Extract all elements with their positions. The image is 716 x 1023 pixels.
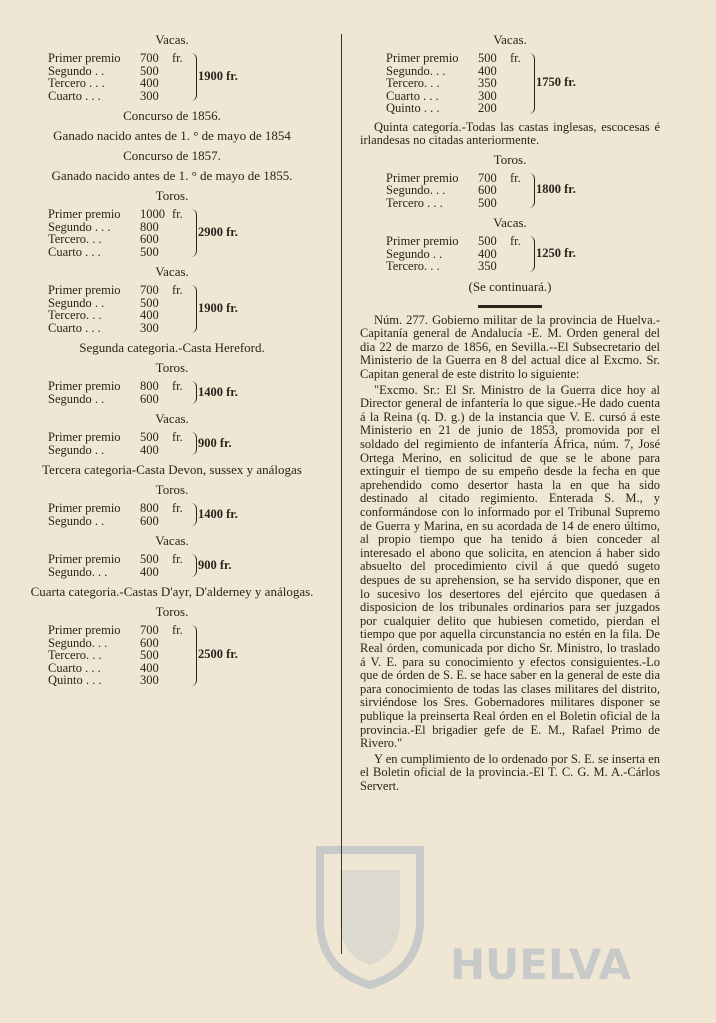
- prize-label: Segundo. . .: [386, 183, 446, 198]
- prize-total: 1250 fr.: [536, 245, 576, 260]
- prize-amount: 800: [140, 379, 159, 393]
- prize-label: Segundo . . .: [48, 219, 111, 234]
- prize-amount: 700: [140, 623, 159, 637]
- prize-label: Segundo . .: [386, 246, 443, 261]
- prize-amount: 500: [478, 234, 497, 249]
- currency-unit: fr.: [172, 283, 183, 297]
- prize-amount: 500: [140, 244, 159, 259]
- prize-amount: 400: [140, 442, 159, 457]
- prize-label: Primer premio: [48, 207, 121, 221]
- section-heading: Cuarta categoria.-Castas D'ayr, D'alderney y análogas.: [30, 584, 314, 599]
- prize-row: [386, 235, 660, 248]
- prize-label: Quinto . . .: [386, 101, 440, 115]
- prize-label: Tercero. . .: [386, 76, 440, 90]
- prize-row: [48, 393, 322, 406]
- section-heading: Vacas.: [155, 264, 189, 279]
- text-paragraph: Y en cumplimiento de lo ordenado por S. E. se inserta en el Boletin oficial de la provincia.-El T. C. G. M. A.-Cárlos Servert.: [360, 751, 660, 793]
- currency-unit: fr.: [172, 623, 183, 637]
- prize-table: [386, 52, 660, 115]
- prize-row: [48, 553, 322, 566]
- prize-label: Segundo. . .: [48, 564, 108, 579]
- prize-row: [386, 184, 660, 197]
- brace-icon: [526, 53, 535, 114]
- prize-amount: 700: [140, 51, 159, 65]
- brace-icon: [188, 381, 197, 404]
- prize-row: [48, 246, 322, 259]
- prize-total: 1800 fr.: [536, 182, 576, 197]
- section-heading: Toros.: [155, 604, 189, 619]
- prize-amount: 300: [140, 88, 159, 103]
- left-column: [22, 28, 322, 693]
- section-heading: Toros.: [155, 482, 189, 497]
- prize-label: Cuarto . . .: [48, 244, 101, 259]
- prize-amount: 400: [478, 63, 497, 78]
- prize-table: [48, 502, 322, 527]
- brace-icon: [188, 625, 197, 686]
- text-paragraph: Núm. 277. Gobierno militar de la provincia de Huelva.-Capitanía general de Andalucía -E. M. Orden general del dia 22 de marzo de 1856, en Sevilla.--El Subsecretario del Ministerio de la Guerra en 8 del actual dice al Excmo. Sr. Capitan general de este distrito lo siguiente:: [360, 312, 660, 382]
- shield-icon: [310, 840, 430, 990]
- prize-row: [48, 444, 322, 457]
- section-heading: Toros.: [155, 360, 189, 375]
- prize-label: Primer premio: [48, 430, 121, 444]
- prize-row: [48, 322, 322, 335]
- section-heading: Toros.: [155, 188, 189, 203]
- prize-row: [48, 309, 322, 322]
- prize-amount: 400: [140, 308, 159, 322]
- prize-amount: 500: [140, 648, 159, 662]
- prize-amount: 800: [140, 501, 159, 515]
- prize-label: Segundo . .: [48, 442, 105, 457]
- prize-label: Segundo . .: [48, 391, 105, 406]
- prize-row: [48, 52, 322, 65]
- brace-icon: [188, 503, 197, 526]
- prize-label: Primer premio: [386, 234, 459, 249]
- prize-amount: 400: [140, 660, 159, 675]
- prize-label: Primer premio: [48, 623, 121, 637]
- prize-total: 2900 fr.: [198, 225, 238, 239]
- prize-amount: 600: [478, 183, 497, 198]
- prize-label: Tercero . . .: [48, 76, 105, 90]
- prize-label: Tercero. . .: [386, 259, 440, 274]
- prize-label: Tercero. . .: [48, 308, 102, 322]
- prize-amount: 600: [140, 232, 159, 246]
- prize-row: [48, 674, 322, 687]
- section-heading: Concurso de 1857.: [123, 148, 221, 163]
- prize-amount: 500: [140, 552, 159, 566]
- prize-row: [386, 52, 660, 65]
- prize-label: Segundo. . .: [386, 63, 446, 78]
- prize-amount: 700: [140, 283, 159, 297]
- section-heading: Ganado nacido antes de 1. ° de mayo de 1854: [53, 128, 291, 143]
- prize-label: Tercero. . .: [48, 232, 102, 246]
- prize-amount: 400: [478, 246, 497, 261]
- prize-total: 1900 fr.: [198, 69, 238, 83]
- prize-amount: 800: [140, 219, 159, 234]
- prize-label: Primer premio: [386, 51, 459, 65]
- prize-row: [48, 566, 322, 579]
- prize-row: [48, 233, 322, 246]
- prize-total: 900 fr.: [198, 557, 232, 572]
- prize-table: [48, 553, 322, 578]
- prize-row: [48, 515, 322, 528]
- prize-amount: 200: [478, 101, 497, 115]
- prize-label: Primer premio: [48, 283, 121, 297]
- prize-label: Tercero . . .: [386, 195, 443, 210]
- brace-icon: [188, 285, 197, 333]
- column-divider: [341, 34, 342, 954]
- prize-label: Tercero. . .: [48, 648, 102, 662]
- prize-amount: 350: [478, 259, 497, 274]
- section-heading: (Se continuará.): [468, 278, 552, 294]
- prize-table: [48, 208, 322, 258]
- prize-total: 2500 fr.: [198, 647, 238, 662]
- prize-row: [386, 260, 660, 273]
- prize-amount: 700: [478, 170, 497, 185]
- prize-amount: 500: [140, 63, 159, 78]
- prize-total: 900 fr.: [198, 435, 232, 450]
- prize-amount: 400: [140, 76, 159, 90]
- brace-icon: [526, 173, 535, 209]
- prize-row: [48, 431, 322, 444]
- prize-total: 1900 fr.: [198, 301, 238, 315]
- prize-label: Primer premio: [48, 552, 121, 566]
- prize-label: Segundo . .: [48, 63, 105, 78]
- prize-amount: 350: [478, 76, 497, 90]
- prize-table: [386, 235, 660, 273]
- prize-table: [48, 380, 322, 405]
- prize-amount: 1000: [140, 207, 165, 221]
- prize-label: Primer premio: [48, 51, 121, 65]
- prize-label: Cuarto . . .: [48, 88, 101, 103]
- section-heading: Vacas.: [155, 533, 189, 548]
- prize-amount: 600: [140, 391, 159, 406]
- right-column: [360, 28, 660, 795]
- prize-row: [48, 208, 322, 221]
- prize-row: [48, 502, 322, 515]
- prize-row: [48, 624, 322, 637]
- prize-amount: 300: [140, 320, 159, 335]
- prize-table: [48, 431, 322, 456]
- section-heading: Segunda categoria.-Casta Hereford.: [79, 340, 265, 355]
- prize-row: [386, 77, 660, 90]
- brace-icon: [188, 209, 197, 257]
- prize-row: [48, 284, 322, 297]
- currency-unit: fr.: [172, 207, 183, 221]
- prize-amount: 500: [140, 295, 159, 310]
- prize-row: [48, 649, 322, 662]
- text-paragraph: "Excmo. Sr.: El Sr. Ministro de la Guerra dice hoy al Director general de infantería lo que sigue.-He dado cuenta á la Reina (q. D. g.) de la instancia que V. E. cursó á este Ministerio en 21 de junio de 1853, promovida por el soldado del regimiento de infantería África, núm. 7, José Ortega Merino, en solicitud de que se le abone para extinguir el tiempo de su empeño desde la fecha en que aprehendido como desertor hasta la en que ha sido destinado al citado regimiento. Enterada S. M., y conformándose con lo informado por el Tribunal Supremo de Guerra y Marina, en su acordada de 14 de enero último, al propio tiempo que ha tenido á bien conceder al interesado el abono que solicita, en atencion á haber sido absuelto del procedimiento civil á que quedó sugeto despues de su aprehension, se ha servido disponer, que en lo sucesivo los desertores del ejército que quedasen á disposicion de los tribunales ordinarios para ser juzgados por cualquier delito que hubiesen cometido, pierdan el tiempo que por aquella circunstancia no estén en la fila. De Real órden, comunicada por dicho Sr. Ministro, lo traslado á V. E. para su conocimiento y efectos consiguientes.-Lo que de órden de S. E. se hace saber en la general de este dia para conocimiento de todas las clases militares del distrito, sirviéndose los Sres. Gobernadores militares disponer se publique la preinserta Real órden en el Boletin oficial de la provincia.-El brigadier gefe de E. M., Rafael Primo de Rivero.": [360, 382, 660, 751]
- prize-row: [48, 380, 322, 393]
- prize-label: Primer premio: [48, 379, 121, 393]
- prize-table: [386, 172, 660, 210]
- section-heading: Toros.: [493, 151, 527, 167]
- prize-label: Segundo. . .: [48, 635, 108, 650]
- brace-icon: [526, 236, 535, 272]
- prize-row: [386, 197, 660, 210]
- prize-label: Segundo . .: [48, 295, 105, 310]
- prize-amount: 600: [140, 513, 159, 528]
- brace-icon: [188, 432, 197, 455]
- prize-table: [48, 624, 322, 687]
- prize-total: 1400 fr.: [198, 384, 238, 399]
- section-heading: Vacas.: [155, 411, 189, 426]
- currency-unit: fr.: [510, 170, 521, 185]
- prize-row: [48, 90, 322, 103]
- prize-label: Primer premio: [386, 170, 459, 185]
- text-paragraph: Quinta categoría.-Todas las castas inglesas, escocesas é irlandesas no citadas anteriormente.: [360, 119, 660, 148]
- watermark-text: HUELVA: [450, 940, 632, 989]
- currency-unit: fr.: [172, 430, 183, 444]
- section-heading: Ganado nacido antes de 1. ° de mayo de 1855.: [51, 168, 293, 183]
- section-heading: Vacas.: [493, 32, 527, 47]
- prize-amount: 300: [478, 88, 497, 103]
- prize-amount: 500: [478, 195, 497, 210]
- currency-unit: fr.: [172, 552, 183, 566]
- currency-unit: fr.: [172, 379, 183, 393]
- prize-label: Primer premio: [48, 501, 121, 515]
- currency-unit: fr.: [510, 51, 521, 65]
- prize-label: Segundo . .: [48, 513, 105, 528]
- prize-label: Cuarto . . .: [48, 660, 101, 675]
- prize-amount: 300: [140, 673, 159, 687]
- prize-row: [386, 102, 660, 115]
- prize-total: 1400 fr.: [198, 506, 238, 521]
- section-heading: Vacas.: [493, 215, 527, 231]
- prize-total: 1750 fr.: [536, 75, 576, 90]
- currency-unit: fr.: [172, 501, 183, 515]
- prize-table: [48, 52, 322, 102]
- brace-icon: [188, 53, 197, 101]
- prize-label: Cuarto . . .: [386, 88, 439, 103]
- currency-unit: fr.: [172, 51, 183, 65]
- prize-label: Cuarto . . .: [48, 320, 101, 335]
- section-rule: [478, 305, 542, 308]
- currency-unit: fr.: [510, 234, 521, 249]
- section-heading: Vacas.: [155, 32, 189, 47]
- prize-amount: 600: [140, 635, 159, 650]
- prize-row: [48, 77, 322, 90]
- section-heading: Concurso de 1856.: [123, 108, 221, 123]
- prize-amount: 500: [140, 430, 159, 444]
- prize-amount: 400: [140, 564, 159, 579]
- archive-watermark: [300, 830, 700, 1020]
- brace-icon: [188, 554, 197, 577]
- prize-table: [48, 284, 322, 334]
- prize-label: Quinto . . .: [48, 673, 102, 687]
- prize-amount: 500: [478, 51, 497, 65]
- section-heading: Tercera categoria-Casta Devon, sussex y análogas: [42, 462, 302, 477]
